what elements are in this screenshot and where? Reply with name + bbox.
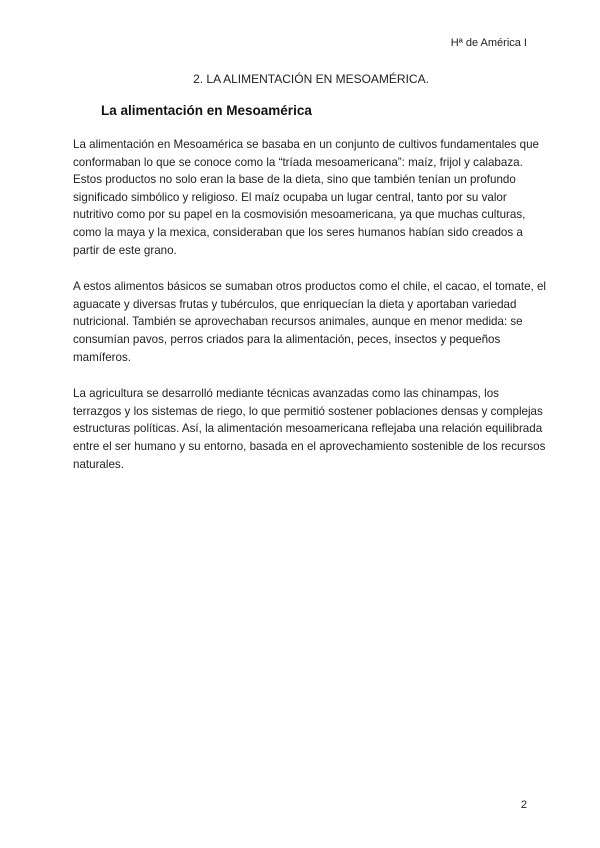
subheading: La alimentación en Mesoamérica	[101, 103, 312, 118]
paragraph-3: La agricultura se desarrolló mediante técnicas avanzadas como las chinampas, los terrazgos y los sistemas de riego, lo que permitió sostener poblaciones densas y complejas estructuras políticas. Así, la alimentación mesoamericana reflejaba una relación equilibrada entre el ser humano y su entorno, basada en el aprovechamiento sostenible de los recursos naturales.	[73, 387, 546, 471]
paragraph-2: A estos alimentos básicos se sumaban otros productos como el chile, el cacao, el tomate, el aguacate y diversas frutas y tubérculos, que enriquecían la dieta y aportaban variedad nutricional. También se aprovechaban recursos animales, aunque en menor medida: se consumían pavos, perros criados para la alimentación, peces, insectos y pequeños mamíferos.	[73, 280, 547, 364]
page-number: 2	[520, 799, 527, 811]
body-text	[73, 136, 547, 492]
running-header: Hª de América I	[450, 37, 527, 49]
section-title: 2. LA ALIMENTACIÓN EN MESOAMÉRICA.	[193, 72, 429, 86]
paragraph-1: La alimentación en Mesoamérica se basaba en un conjunto de cultivos fundamentales que conformaban lo que se conoce como la “tríada mesoamericana”: maíz, frijol y calabaza. Estos productos no solo eran la base de la dieta, sino que también tenían un profundo significado simbólico y religioso. El maíz ocupaba un lugar central, tanto por su valor nutritivo como por su papel en la cosmovisión mesoamericana, ya que muchas culturas, como la maya y la mexica, consideraban que los seres humanos habían sido creados a partir de este grano.	[73, 138, 539, 257]
